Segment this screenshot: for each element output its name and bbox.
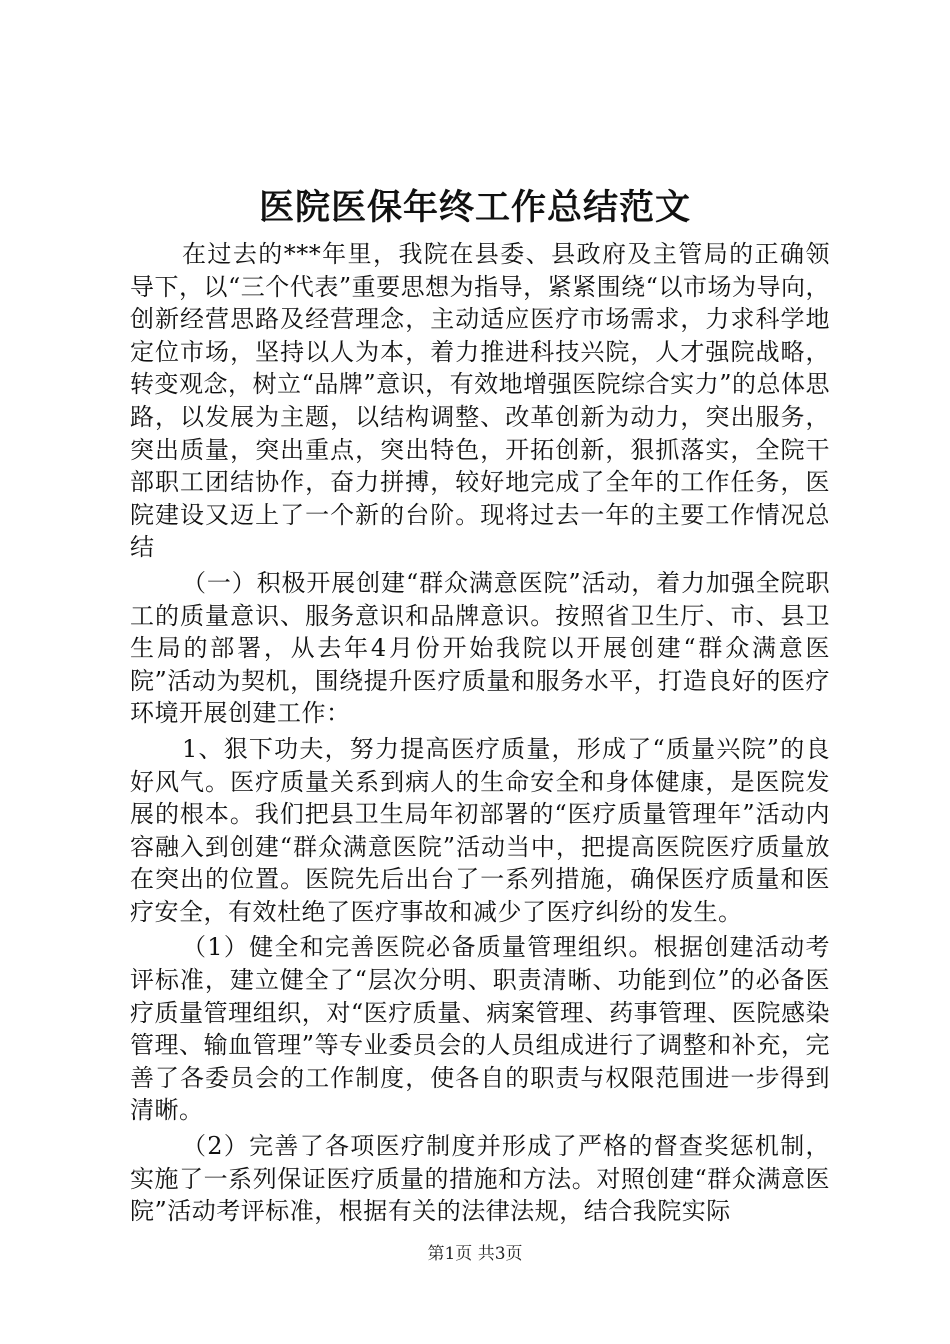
paragraph-subitem-1: （1）健全和完善医院必备质量管理组织。根据创建活动考评标准，建立健全了“层次分明、职责清晰、功能到位”的必备医疗质量管理组织，对“医疗质量、病案管理、药事管理、医院感染管理、输血管理”等专业委员会的人员组成进行了调整和补充，完善了各委员会的工作制度，使各自的职责与权限范围进一步得到清晰。: [130, 933, 830, 1125]
paragraph-subitem-2: （2）完善了各项医疗制度并形成了严格的督查奖惩机制，实施了一系列保证医疗质量的措施和方法。对照创建“群众满意医院”活动考评标准，根据有关的法律法规，结合我院实际: [130, 1132, 830, 1226]
document-title: 医院医保年终工作总结范文: [258, 187, 691, 228]
document-body: [130, 238, 830, 1228]
paragraph-intro: 在过去的***年里，我院在县委、县政府及主管局的正确领导下，以“三个代表”重要思想为指导，紧紧围绕“以市场为导向，创新经营思路及经营理念，主动适应医疗市场需求，力求科学地定位市场，坚持以人为本，着力推进科技兴院，人才强院战略，转变观念，树立“品牌”意识，有效地增强医院综合实力”的总体思路，以发展为主题，以结构调整、改革创新为动力，突出服务，突出质量，突出重点，突出特色，开拓创新，狠抓落实，全院干部职工团结协作，奋力拼搏，较好地完成了全年的工作任务，医院建设又迈上了一个新的台阶。现将过去一年的主要工作情况总结: [130, 240, 830, 562]
paragraph-section-1: （一）积极开展创建“群众满意医院”活动，着力加强全院职工的质量意识、服务意识和品牌意识。按照省卫生厅、市、县卫生局的部署，从去年4月份开始我院以开展创建“群众满意医院”活动为契机，围绕提升医疗质量和服务水平，打造良好的医疗环境开展创建工作：: [130, 568, 830, 728]
paragraph-item-1: 1、狠下功夫，努力提高医疗质量，形成了“质量兴院”的良好风气。医疗质量关系到病人的生命安全和身体健康，是医院发展的根本。我们把县卫生局年初部署的“医疗质量管理年”活动内容融入到创建“群众满意医院”活动当中，把提高医院医疗质量放在突出的位置。医院先后出台了一系列措施，确保医疗质量和医疗安全，有效杜绝了医疗事故和减少了医疗纠纷的发生。: [130, 734, 830, 926]
page-footer: [0, 1242, 950, 1266]
page-number: 第1页 共3页: [427, 1244, 523, 1264]
